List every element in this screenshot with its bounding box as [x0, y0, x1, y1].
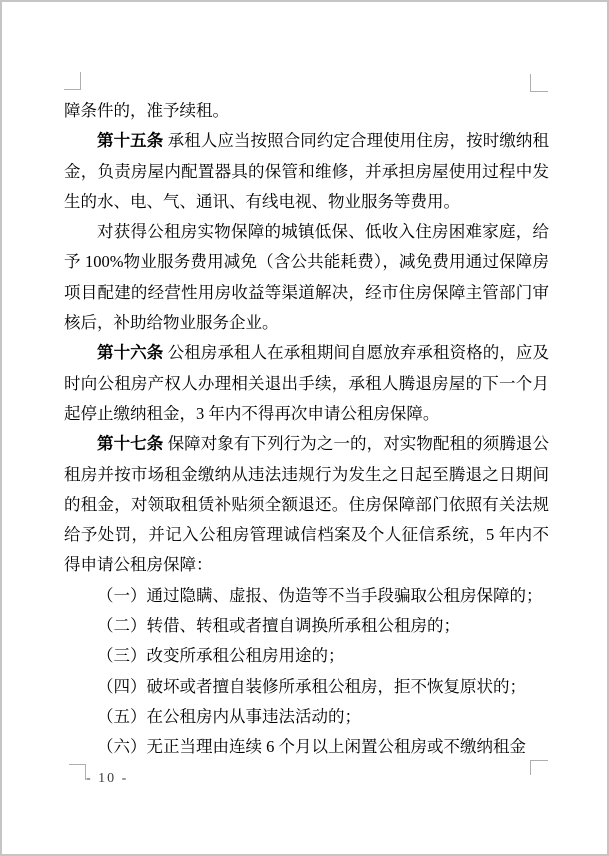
article-number: 第十七条: [97, 434, 164, 454]
crop-mark-bottom-left: [69, 764, 86, 780]
paragraph: （五）在公租房内从事违法活动的；: [97, 706, 361, 726]
document-body: [64, 96, 549, 763]
paragraph: 障条件的，准予续租。: [64, 101, 229, 120]
paragraph: （一）通过隐瞒、虚报、伪造等不当手段骗取公租房保障的；: [97, 585, 543, 605]
paragraph: 对获得公租房实物保障的城镇低保、低收入住房困难家庭，给予 100%物业服务费用减免（含公共能耗费），减免费用通过保障房项目配建的经营性用房收益等渠道解决，经市住房保障主管部门审核后，补助给物业服务企业。: [64, 222, 549, 333]
paragraph: 第十六条 公租房承租人在承租期间自愿放弃承租资格的，应及时向公租房产权人办理相关退出手续，承租人腾退房屋的下一个月起停止缴纳租金，3 年内不得再次申请公租房保障。: [64, 343, 550, 423]
paragraph: （六）无正当理由连续 6 个月以上闲置公租房或不缴纳租金: [97, 737, 526, 757]
paragraph: 第十七条 保障对象有下列行为之一的，对实物配租的须腾退公租房并按市场租金缴纳从违法违规行为发生之日起至腾退之日期间的租金，对领取租赁补贴须全额退还。住房保障部门依照有关法规给予处罚，并记入公租房管理诚信档案及个人征信系统，5 年内不得申请公租房保障：: [64, 434, 550, 575]
paragraph: （四）破坏或者擅自装修所承租公租房，拒不恢复原状的；: [97, 676, 526, 696]
article-number: 第十五条: [97, 131, 164, 151]
crop-mark-top-left: [64, 72, 81, 90]
paragraph: 第十五条 承租人应当按照合同约定合理使用住房，按时缴纳租金，负责房屋内配置器具的保管和维修，并承担房屋使用过程中发生的水、电、气、通讯、有线电视、物业服务等费用。: [64, 131, 550, 211]
article-number: 第十六条: [97, 343, 164, 363]
page-number: - 10 -: [86, 771, 129, 786]
paragraph: （二）转借、转租或者擅自调换所承租公租房的；: [97, 616, 460, 636]
paragraph: （三）改变所承租公租房用途的；: [97, 646, 345, 666]
crop-mark-top-right: [530, 74, 548, 92]
